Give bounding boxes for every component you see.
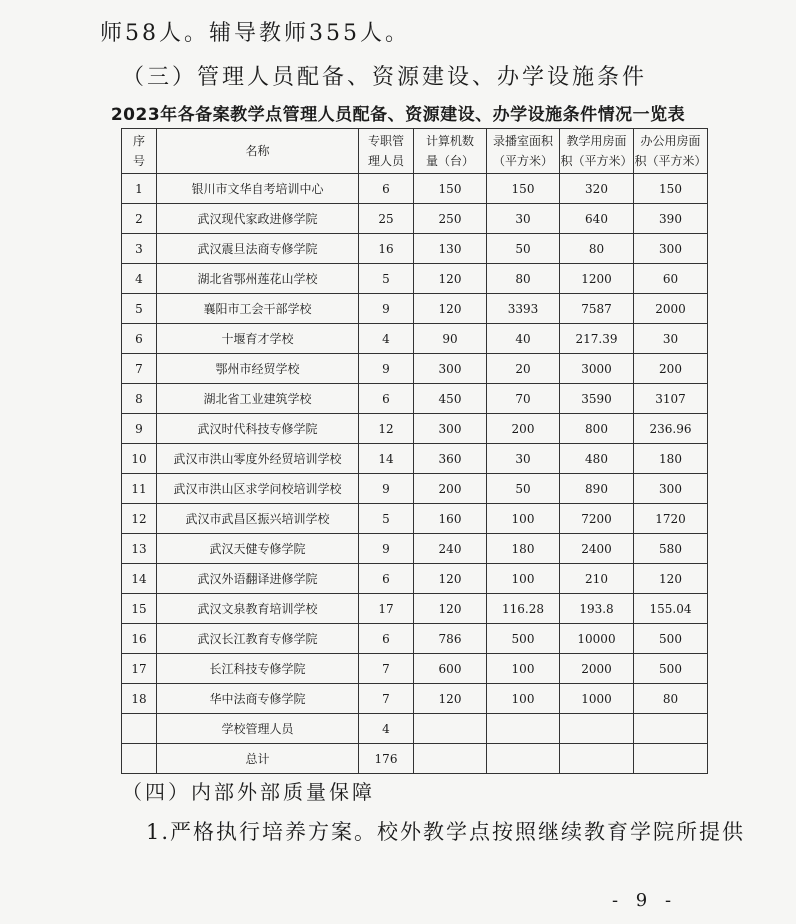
header-text: 积（平方米） (634, 154, 707, 168)
table-cell: 武汉市武昌区振兴培训学校 (157, 504, 359, 534)
table-row (122, 204, 708, 234)
table-cell (487, 744, 560, 774)
header-cell (359, 129, 414, 174)
table-cell: 150 (634, 174, 708, 204)
table-row (122, 414, 708, 444)
table-cell: 湖北省工业建筑学校 (157, 384, 359, 414)
table-row (122, 324, 708, 354)
table-cell: 236.96 (634, 414, 708, 444)
table-cell: 200 (487, 414, 560, 444)
table-cell: 6 (359, 174, 414, 204)
table-cell: 30 (634, 324, 708, 354)
header-cell (634, 129, 708, 174)
table-cell: 14 (359, 444, 414, 474)
table-cell: 5 (122, 294, 157, 324)
table-cell: 3590 (560, 384, 634, 414)
table-cell: 7200 (560, 504, 634, 534)
table-cell: 210 (560, 564, 634, 594)
table-cell: 4 (122, 264, 157, 294)
table-cell: 13 (122, 534, 157, 564)
table-cell: 总计 (157, 744, 359, 774)
table-cell: 2400 (560, 534, 634, 564)
table-cell: 6 (122, 324, 157, 354)
table-cell: 300 (414, 354, 487, 384)
table-cell: 9 (359, 354, 414, 384)
table-cell: 1000 (560, 684, 634, 714)
table-cell (560, 744, 634, 774)
table-cell: 2000 (634, 294, 708, 324)
table-cell: 9 (359, 474, 414, 504)
table-cell: 18 (122, 684, 157, 714)
table-cell (560, 714, 634, 744)
table-cell: 武汉时代科技专修学院 (157, 414, 359, 444)
table-cell: 12 (359, 414, 414, 444)
table-cell: 176 (359, 744, 414, 774)
table-cell: 300 (414, 414, 487, 444)
header-cell (122, 129, 157, 174)
table-cell: 193.8 (560, 594, 634, 624)
table-cell: 50 (487, 234, 560, 264)
header-text: （平方米） (492, 154, 553, 168)
table-cell: 武汉市洪山零度外经贸培训学校 (157, 444, 359, 474)
table-cell: 武汉市洪山区求学问校培训学校 (157, 474, 359, 504)
table-cell: 16 (122, 624, 157, 654)
table-cell: 200 (414, 474, 487, 504)
table-cell: 155.04 (634, 594, 708, 624)
paragraph-item-1: 1.严格执行培养方案。校外教学点按照继续教育学院所提供 (146, 820, 746, 844)
table-cell: 40 (487, 324, 560, 354)
table-cell: 12 (122, 504, 157, 534)
table-cell: 5 (359, 504, 414, 534)
table-cell: 3000 (560, 354, 634, 384)
section-heading-3: （三）管理人员配备、资源建设、办学设施条件 (122, 65, 648, 90)
section-heading-4: （四）内部外部质量保障 (122, 780, 375, 804)
table-cell: 襄阳市工会干部学校 (157, 294, 359, 324)
table-cell (122, 744, 157, 774)
table-row (122, 384, 708, 414)
table-cell: 武汉长江教育专修学院 (157, 624, 359, 654)
table-title: 2023年各备案教学点管理人员配备、资源建设、办学设施条件情况一览表 (110, 105, 686, 125)
table-cell: 1720 (634, 504, 708, 534)
table-cell: 70 (487, 384, 560, 414)
table-cell: 500 (487, 624, 560, 654)
header-cell (560, 129, 634, 174)
table-cell: 786 (414, 624, 487, 654)
table-cell: 390 (634, 204, 708, 234)
header-text: 教学用房面 (566, 134, 627, 148)
table-row (122, 264, 708, 294)
table-cell: 武汉文泉教育培训学校 (157, 594, 359, 624)
table-cell: 90 (414, 324, 487, 354)
header-text: 量（台） (425, 154, 474, 168)
table-row (122, 504, 708, 534)
header-cell (414, 129, 487, 174)
table-cell: 7587 (560, 294, 634, 324)
table-row (122, 174, 708, 204)
table-cell: 16 (359, 234, 414, 264)
table-cell: 150 (414, 174, 487, 204)
table-cell: 1200 (560, 264, 634, 294)
table-cell: 200 (634, 354, 708, 384)
table-cell: 100 (487, 654, 560, 684)
header-text: 办公用房面 (640, 134, 701, 148)
table-row (122, 474, 708, 504)
table-cell: 武汉天健专修学院 (157, 534, 359, 564)
table-body (122, 174, 708, 774)
table-cell: 17 (122, 654, 157, 684)
table-row (122, 354, 708, 384)
page-number: - 9 - (612, 890, 678, 911)
table-cell: 3393 (487, 294, 560, 324)
table-cell: 11 (122, 474, 157, 504)
table-cell: 4 (359, 714, 414, 744)
table-cell: 华中法商专修学院 (157, 684, 359, 714)
table-cell: 50 (487, 474, 560, 504)
table-cell: 十堰育才学校 (157, 324, 359, 354)
table-cell: 120 (414, 564, 487, 594)
table-cell: 10 (122, 444, 157, 474)
header-cell (157, 129, 359, 174)
header-text: 序 (132, 134, 145, 148)
table-cell: 7 (122, 354, 157, 384)
table-cell: 100 (487, 684, 560, 714)
table-cell: 120 (634, 564, 708, 594)
table-cell: 湖北省鄂州莲花山学校 (157, 264, 359, 294)
table-cell: 120 (414, 594, 487, 624)
facilities-table (121, 128, 708, 774)
table-cell: 8 (122, 384, 157, 414)
table-cell: 480 (560, 444, 634, 474)
table-row (122, 444, 708, 474)
table-cell: 150 (487, 174, 560, 204)
table-cell: 17 (359, 594, 414, 624)
table-cell: 9 (122, 414, 157, 444)
table-cell: 3107 (634, 384, 708, 414)
table-cell (634, 744, 708, 774)
table-cell: 20 (487, 354, 560, 384)
table-cell: 80 (487, 264, 560, 294)
table-cell: 9 (359, 294, 414, 324)
table-cell: 160 (414, 504, 487, 534)
table-cell: 14 (122, 564, 157, 594)
table-cell: 银川市文华自考培训中心 (157, 174, 359, 204)
table-cell: 360 (414, 444, 487, 474)
header-text: 号 (132, 154, 145, 168)
table-row (122, 594, 708, 624)
table-row (122, 744, 708, 774)
table-cell: 120 (414, 294, 487, 324)
table-cell: 500 (634, 654, 708, 684)
table-cell: 80 (634, 684, 708, 714)
table-cell: 30 (487, 204, 560, 234)
table-cell: 4 (359, 324, 414, 354)
header-text: 计算机数 (425, 134, 474, 148)
table-cell: 5 (359, 264, 414, 294)
table-cell (634, 714, 708, 744)
table-cell: 180 (487, 534, 560, 564)
table-cell: 9 (359, 534, 414, 564)
table-cell (487, 714, 560, 744)
table-cell: 7 (359, 654, 414, 684)
table-cell: 120 (414, 684, 487, 714)
table-cell: 鄂州市经贸学校 (157, 354, 359, 384)
header-text: 名称 (245, 144, 270, 158)
table-cell: 580 (634, 534, 708, 564)
header-cell (487, 129, 560, 174)
table-cell: 15 (122, 594, 157, 624)
table-cell: 116.28 (487, 594, 560, 624)
table-cell: 长江科技专修学院 (157, 654, 359, 684)
table-cell: 6 (359, 564, 414, 594)
table-row (122, 624, 708, 654)
table-cell: 武汉现代家政进修学院 (157, 204, 359, 234)
table-cell: 890 (560, 474, 634, 504)
header-text: 专职管 (367, 134, 404, 148)
header-text: 积（平方米） (560, 154, 633, 168)
table-cell: 2000 (560, 654, 634, 684)
table-row (122, 534, 708, 564)
table-cell: 120 (414, 264, 487, 294)
table-cell (122, 714, 157, 744)
table-cell: 100 (487, 504, 560, 534)
table-cell: 600 (414, 654, 487, 684)
table-cell (414, 714, 487, 744)
table-cell: 7 (359, 684, 414, 714)
table-cell: 30 (487, 444, 560, 474)
table-cell: 180 (634, 444, 708, 474)
table-cell: 240 (414, 534, 487, 564)
table-row (122, 234, 708, 264)
table-cell: 500 (634, 624, 708, 654)
table-cell: 450 (414, 384, 487, 414)
table-cell: 6 (359, 384, 414, 414)
header-text: 录播室面积 (492, 134, 553, 148)
table-cell: 320 (560, 174, 634, 204)
table-cell: 100 (487, 564, 560, 594)
table-cell: 1 (122, 174, 157, 204)
table-cell: 300 (634, 474, 708, 504)
table-row (122, 654, 708, 684)
table-cell: 217.39 (560, 324, 634, 354)
table-row (122, 714, 708, 744)
table-cell: 300 (634, 234, 708, 264)
table-cell: 武汉震旦法商专修学院 (157, 234, 359, 264)
table-cell: 学校管理人员 (157, 714, 359, 744)
table-cell: 800 (560, 414, 634, 444)
table-cell: 80 (560, 234, 634, 264)
table-header-row (122, 129, 708, 174)
table-cell: 25 (359, 204, 414, 234)
table-cell: 2 (122, 204, 157, 234)
table-cell: 130 (414, 234, 487, 264)
table-cell (414, 744, 487, 774)
table-cell: 640 (560, 204, 634, 234)
table-cell: 6 (359, 624, 414, 654)
paragraph-intro-line: 师58人。辅导教师355人。 (100, 21, 410, 46)
table-cell: 武汉外语翻译进修学院 (157, 564, 359, 594)
table-cell: 60 (634, 264, 708, 294)
table-cell: 3 (122, 234, 157, 264)
table-row (122, 294, 708, 324)
table-row (122, 684, 708, 714)
table-cell: 10000 (560, 624, 634, 654)
header-text: 理人员 (367, 154, 404, 168)
table-row (122, 564, 708, 594)
table-cell: 250 (414, 204, 487, 234)
